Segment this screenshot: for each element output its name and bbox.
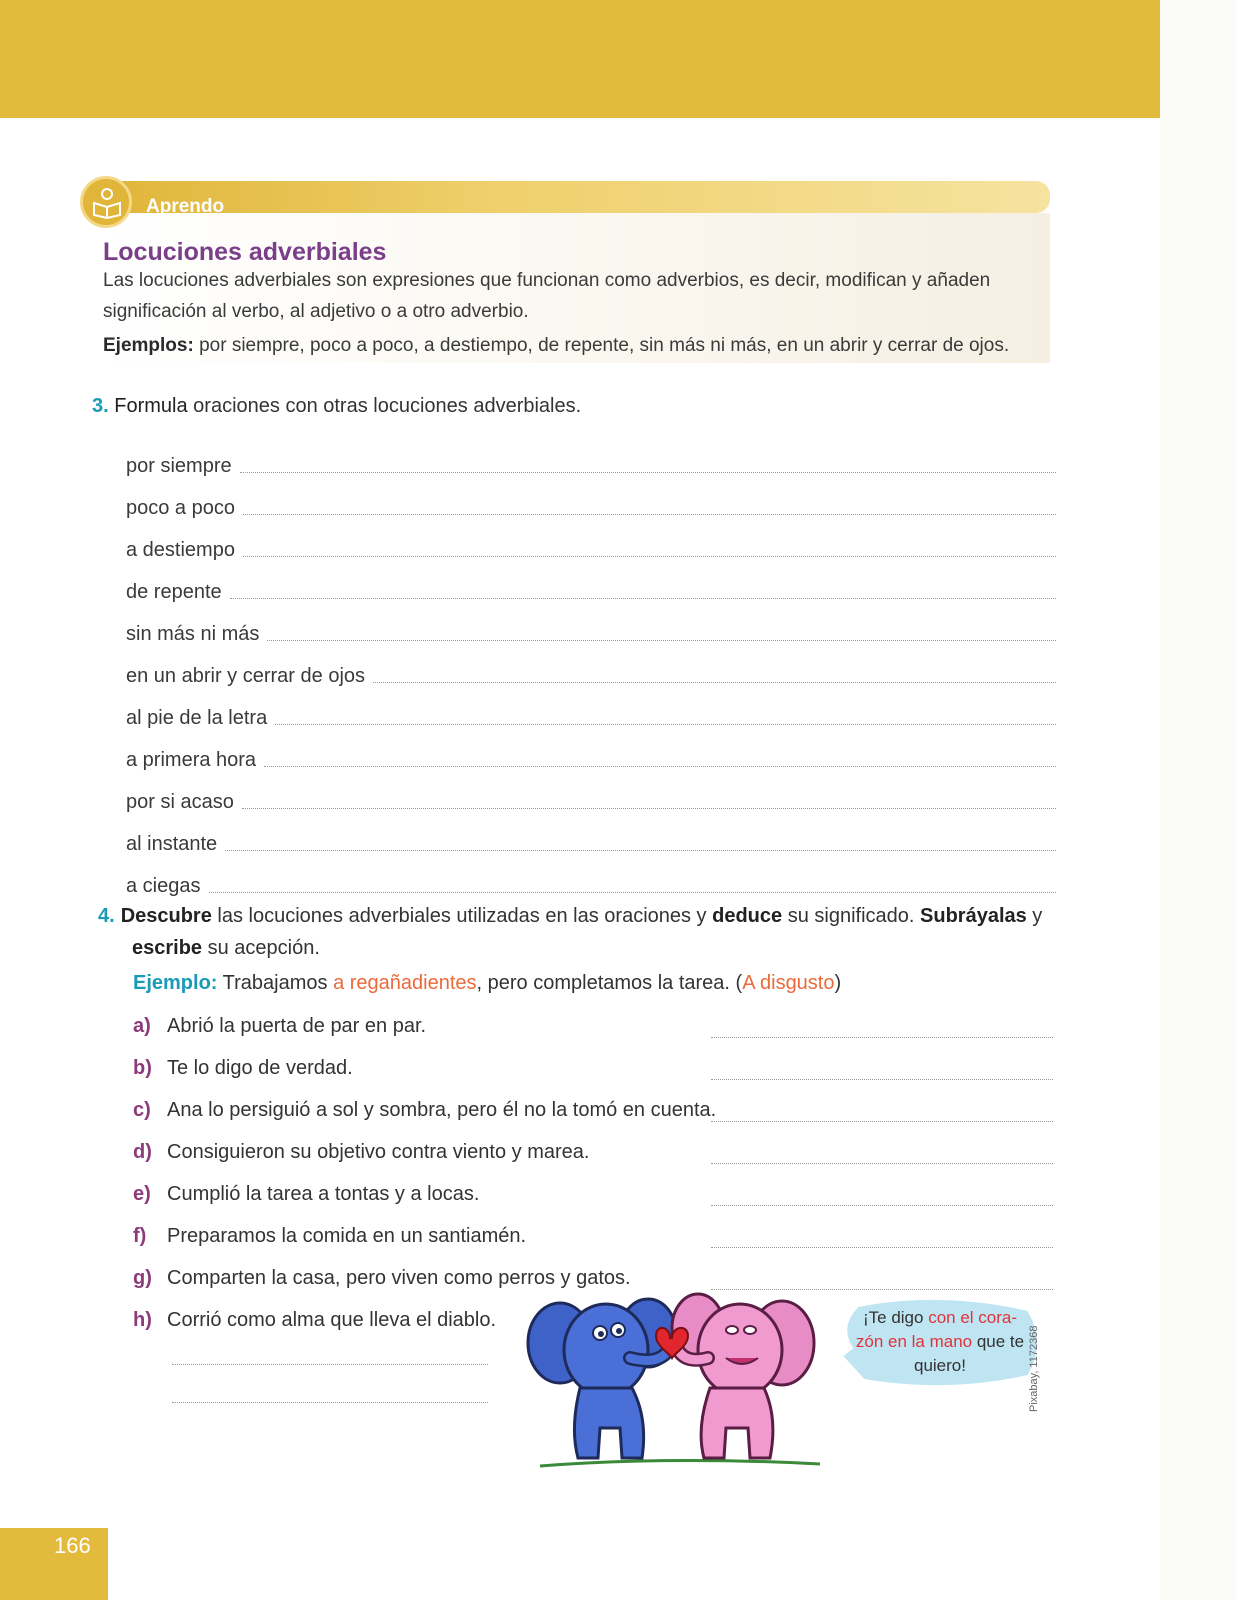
list-item	[126, 524, 1056, 566]
item-sentence: Cumplió la tarea a tontas y a locas.	[167, 1183, 480, 1205]
item-letter: c)	[133, 1099, 151, 1121]
image-credit: Pixabay, 1172368	[1028, 1325, 1040, 1412]
locution-label: a primera hora	[126, 749, 257, 771]
answer-line[interactable]	[240, 472, 1056, 473]
item-sentence: Comparten la casa, pero viven como perros y gatos.	[167, 1267, 631, 1289]
answer-line[interactable]	[711, 1205, 1053, 1206]
examples-label: Ejemplos:	[103, 335, 194, 356]
locution-label: al instante	[126, 833, 218, 855]
answer-line[interactable]	[172, 1364, 488, 1365]
instruction-text: su acepción.	[202, 937, 320, 959]
list-item	[126, 692, 1056, 734]
answer-line[interactable]	[711, 1037, 1053, 1038]
exercise-verb: escribe	[132, 937, 203, 959]
list-item	[126, 566, 1056, 608]
page-number: 166	[54, 1533, 91, 1558]
answer-line[interactable]	[711, 1163, 1053, 1164]
answer-line[interactable]	[225, 850, 1056, 851]
locution-label: a destiempo	[126, 539, 235, 561]
bubble-highlight: con el cora-zón en la mano	[855, 1308, 1018, 1351]
item-sentence: Consiguieron su objetivo contra viento y marea.	[167, 1141, 590, 1163]
definition-text: Las locuciones adverbiales son expresiones que funcionan como adverbios, es decir, modifican y añaden significación al verbo, al adjetivo o a otro adverbio.	[103, 270, 991, 322]
item-letter: d)	[133, 1141, 152, 1163]
exercise-verb: Subráyalas	[920, 905, 1027, 927]
answer-line[interactable]	[267, 640, 1056, 641]
item-letter: e)	[133, 1183, 151, 1205]
exercise-4-prompt	[98, 900, 1058, 964]
exercise-3-list	[126, 440, 1056, 902]
aprendo-label: Aprendo	[146, 196, 225, 217]
item-sentence: Preparamos la comida en un santiamén.	[167, 1225, 527, 1247]
examples-text: por siempre, poco a poco, a destiempo, de repente, sin más ni más, en un abrir y cerrar de ojos.	[199, 335, 1010, 356]
item-sentence: Ana lo persiguió a sol y sombra, pero él no la tomó en cuenta.	[167, 1099, 717, 1121]
aprendo-banner	[104, 181, 1050, 213]
list-item	[126, 440, 1056, 482]
answer-line[interactable]	[230, 598, 1056, 599]
exercise-number: 4.	[98, 905, 115, 927]
list-item	[126, 608, 1056, 650]
answer-line[interactable]	[243, 514, 1056, 515]
exercise-verb: deduce	[712, 905, 783, 927]
item-letter: a)	[133, 1015, 151, 1037]
speech-bubble-text	[852, 1306, 1028, 1378]
locution-label: al pie de la letra	[126, 707, 268, 729]
locution-label: por siempre	[126, 455, 232, 477]
list-item	[126, 860, 1056, 902]
list-item	[133, 1089, 1053, 1131]
answer-line[interactable]	[711, 1121, 1053, 1122]
bubble-text: que te quiero!	[914, 1332, 1025, 1375]
item-letter: b)	[133, 1057, 152, 1079]
examples-line	[103, 335, 1038, 357]
example-text: , pero completamos la tarea. (	[476, 972, 743, 994]
answer-line[interactable]	[275, 724, 1056, 725]
exercise-verb: Descubre	[120, 905, 212, 927]
item-letter: h)	[133, 1309, 152, 1331]
page-margin	[1160, 0, 1236, 1600]
exercise-number: 3.	[92, 395, 109, 417]
list-item	[126, 650, 1056, 692]
elephants-illustration	[520, 1288, 830, 1478]
instruction-text: su significado.	[782, 905, 921, 927]
top-color-band	[0, 0, 1160, 118]
list-item	[126, 734, 1056, 776]
example-text: )	[834, 972, 842, 994]
list-item	[126, 482, 1056, 524]
section-title: Locuciones adverbiales	[103, 238, 387, 266]
locution-label: de repente	[126, 581, 222, 603]
exercise-instruction: oraciones con otras locuciones adverbiales.	[187, 395, 582, 417]
list-item	[133, 1215, 1053, 1257]
answer-line[interactable]	[711, 1079, 1053, 1080]
list-item	[133, 1131, 1053, 1173]
item-sentence: Te lo digo de verdad.	[167, 1057, 353, 1079]
answer-line[interactable]	[264, 766, 1056, 767]
answer-line[interactable]	[373, 682, 1056, 683]
example-text: Trabajamos	[217, 972, 334, 994]
list-item	[133, 1173, 1053, 1215]
exercise-4-example	[133, 972, 841, 995]
answer-line[interactable]	[209, 892, 1057, 893]
answer-line[interactable]	[242, 808, 1056, 809]
list-item	[126, 776, 1056, 818]
locution-label: en un abrir y cerrar de ojos	[126, 665, 366, 687]
answer-line[interactable]	[243, 556, 1056, 557]
example-highlight: a regañadientes	[333, 972, 477, 994]
locution-label: por si acaso	[126, 791, 234, 813]
locution-label: sin más ni más	[126, 623, 260, 645]
reading-person-icon	[80, 176, 132, 228]
bubble-text: ¡Te digo	[862, 1308, 929, 1327]
item-sentence: Abrió la puerta de par en par.	[167, 1015, 427, 1037]
locution-label: poco a poco	[126, 497, 235, 519]
exercise-verb: Formula	[114, 395, 188, 417]
example-label: Ejemplo:	[133, 972, 218, 994]
item-sentence: Corrió como alma que lleva el diablo.	[167, 1309, 497, 1331]
list-item	[133, 1005, 1053, 1047]
answer-line[interactable]	[711, 1247, 1053, 1248]
item-letter: g)	[133, 1267, 152, 1289]
list-item	[126, 818, 1056, 860]
example-answer: A disgusto	[742, 972, 835, 994]
exercise-3-prompt	[92, 395, 581, 418]
locution-label: a ciegas	[126, 875, 201, 897]
instruction-text: las locuciones adverbiales utilizadas en las oraciones y	[211, 905, 713, 927]
instruction-text: y	[1026, 905, 1043, 927]
list-item	[133, 1047, 1053, 1089]
answer-line[interactable]	[172, 1402, 488, 1403]
item-letter: f)	[133, 1225, 147, 1247]
